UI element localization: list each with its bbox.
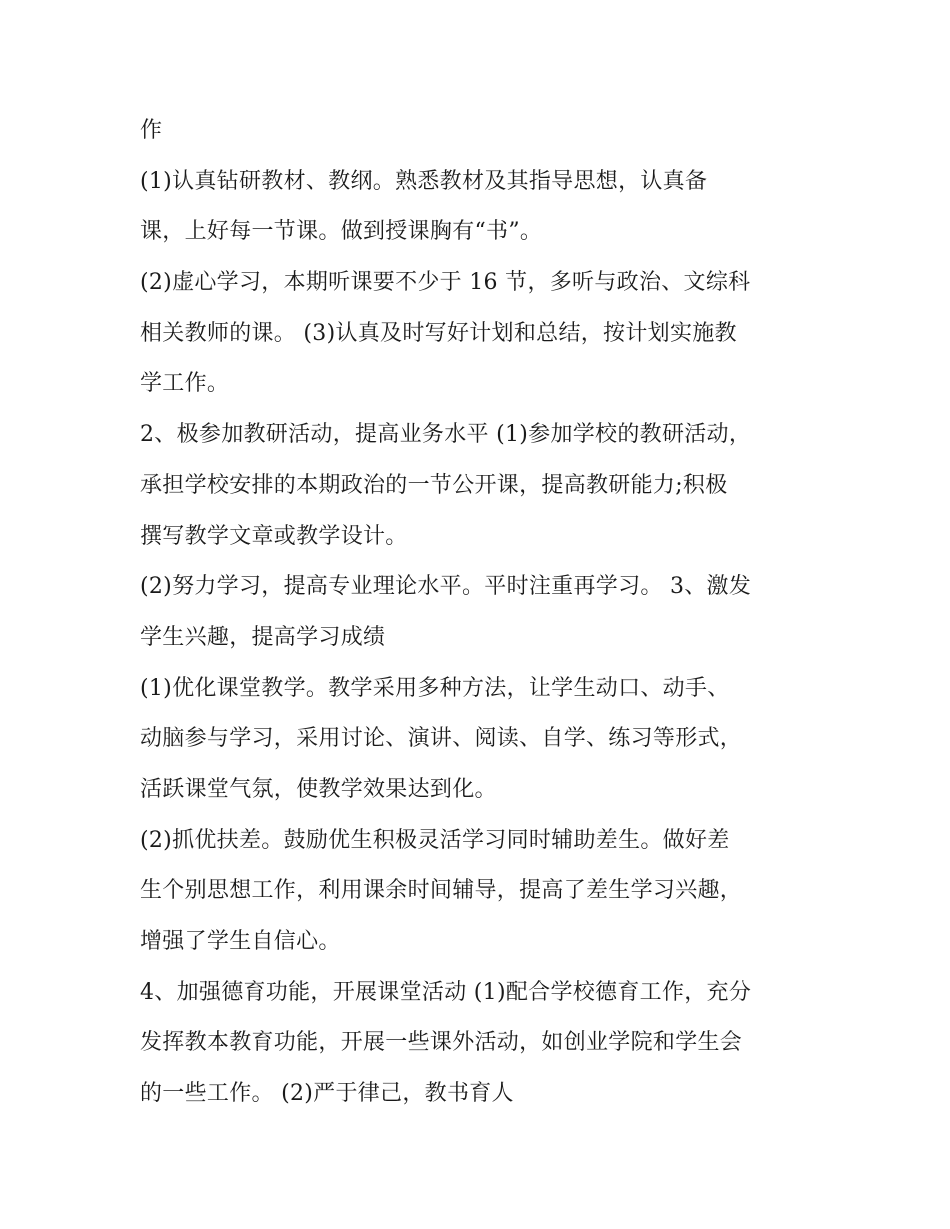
text-line: 课，上好每一节课。做到授课胸有“书”。 (140, 219, 543, 245)
text-line: (2)抓优扶差。鼓励优生积极灵活学习同时辅助差生。做好差 (140, 827, 730, 853)
text-line: 动脑参与学习，采用讨论、演讲、阅读、自学、练习等形式， (140, 726, 743, 752)
text-line: 学生兴趣，提高学习成绩 (140, 624, 386, 650)
text-line: 承担学校安排的本期政治的一节公开课，提高教研能力;积极 (140, 472, 728, 498)
text-line: 的一些工作。 (2)严于律己，教书育人 (140, 1081, 514, 1107)
text-line: (1)优化课堂教学。教学采用多种方法，让学生动口、动手、 (140, 675, 730, 701)
text-line: 作 (140, 118, 163, 143)
text-line: 相关教师的课。 (3)认真及时写好计划和总结，按计划实施教 (140, 320, 737, 346)
text-line: 增强了学生自信心。 (140, 929, 341, 954)
text-line: 活跃课堂气氛，使教学效果达到化。 (140, 776, 497, 802)
text-line: 撰写教学文章或教学设计。 (140, 523, 408, 549)
text-line: (2)虚心学习，本期听课要不少于 16 节，多听与政治、文综科 (140, 270, 751, 296)
text-line: 4、加强德育功能，开展课堂活动 (1)配合学校德育工作，充分 (140, 979, 752, 1005)
text-line: 生个别思想工作，利用课余时间辅导，提高了差生学习兴趣， (140, 878, 743, 904)
body-text (140, 106, 820, 1120)
text-line: (1)认真钻研教材、教纲。熟悉教材及其指导思想，认真备 (140, 168, 708, 194)
text-line: 2、极参加教研活动，提高业务水平 (1)参加学校的教研活动， (140, 422, 752, 448)
text-line: 学工作。 (140, 371, 230, 397)
text-line: (2)努力学习，提高专业理论水平。平时注重再学习。 3、激发 (140, 574, 752, 600)
text-line: 发挥教本教育功能，开展一些课外活动，如创业学院和学生会 (140, 1030, 743, 1056)
